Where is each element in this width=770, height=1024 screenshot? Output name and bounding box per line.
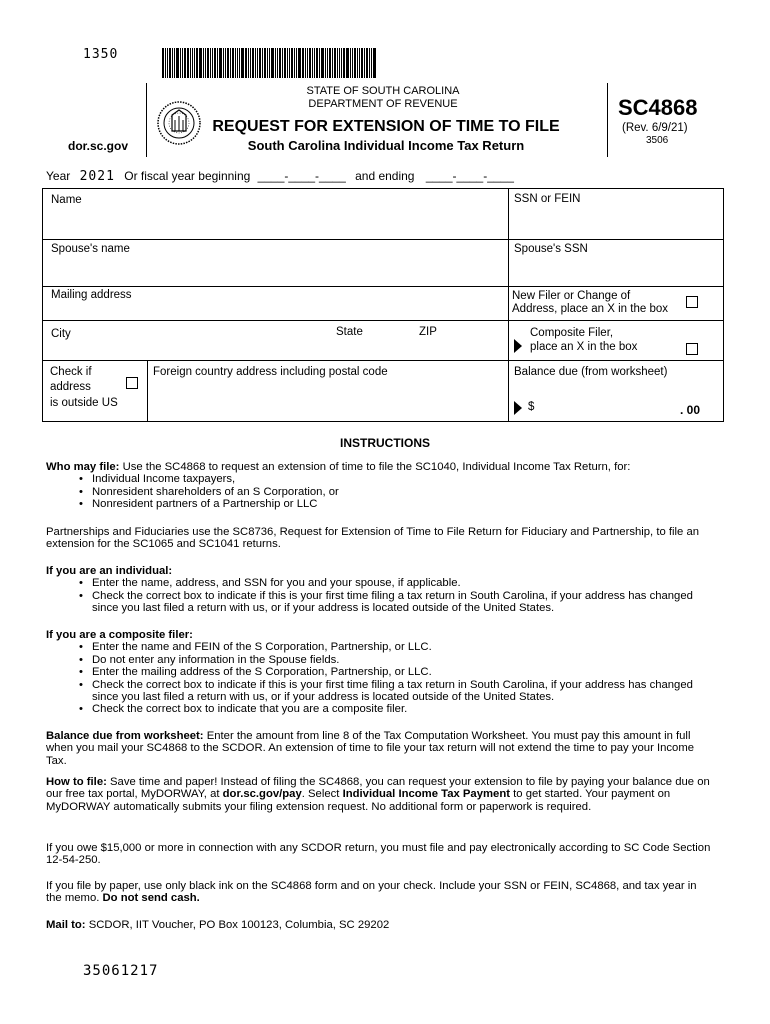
form-subtitle: South Carolina Individual Income Tax Return (247, 138, 525, 153)
barcode-bar (359, 48, 360, 78)
who-may-file-text: Use the SC4868 to request an extension of time to file the SC1040, Individual Income Tax Return, for: (122, 461, 631, 473)
name-field[interactable]: Name (51, 194, 82, 206)
city-field[interactable]: City (51, 328, 71, 340)
arrow-right-icon (514, 339, 522, 353)
who-bullet: • Nonresident partners of a Partnership or LLC (92, 498, 726, 510)
barcode-bar (245, 48, 247, 78)
balance-due-instr-text: Enter the amount from line 8 of the Tax Computation Worksheet. You must pay this amount in full when you mail your SC4868 to the SCDOR. An extension of time to file your tax return will not extend the time to pay your Income Tax. (46, 730, 695, 767)
barcode-bar (237, 48, 238, 78)
barcode-bar (325, 48, 326, 78)
row-divider-4 (42, 360, 724, 361)
form-revision: (Rev. 6/9/21) (622, 122, 688, 134)
new-filer-checkbox[interactable] (686, 296, 698, 308)
zip-field[interactable]: ZIP (419, 326, 437, 338)
mailing-address-field[interactable]: Mailing address (51, 289, 132, 301)
owe-paragraph: If you owe $15,000 or more in connection with any SCDOR return, you must file and pay electronically according to SC Code Section 12-54-250. (46, 842, 711, 867)
barcode-bar (219, 48, 222, 78)
composite-filer-checkbox[interactable] (686, 343, 698, 355)
row-divider-2 (42, 286, 724, 287)
fiscal-beginning-field[interactable]: ____-____-____ (257, 169, 346, 183)
barcode-bar (341, 48, 342, 78)
composite-bullet: • Check the correct box to indicate if this is your first time filing a tax return in South Carolina, if your address has changed since you last filed a return with us, or if your address is located outside of the United States. (92, 679, 721, 704)
composite-bullet: • Do not enter any information in the Spouse fields. (92, 654, 721, 666)
composite-bullet: • Check the correct box to indicate that you are a composite filer. (92, 703, 721, 715)
barcode-bar (192, 48, 193, 78)
and-ending-label: and ending (355, 169, 415, 183)
header-divider-right (607, 83, 608, 157)
who-may-file-label: Who may file: (46, 461, 120, 473)
barcode-bar (190, 48, 191, 78)
barcode-bar (309, 48, 311, 78)
balance-due-label: Balance due (from worksheet) (514, 366, 668, 378)
balance-due-instr-label: Balance due from worksheet: (46, 730, 204, 742)
fiscal-ending-field[interactable]: ____-____-____ (425, 169, 514, 183)
mail-to-paragraph (46, 919, 714, 931)
barcode-bar (321, 48, 324, 78)
barcode-bar (289, 48, 290, 78)
barcode-bar (230, 48, 231, 78)
barcode-bar (225, 48, 226, 78)
barcode-bar (248, 48, 249, 78)
outside-us-label-2: address (50, 381, 91, 393)
barcode-bar (172, 48, 173, 78)
form-code: 3506 (646, 135, 669, 146)
barcode-bar (223, 48, 224, 78)
barcode-bar (369, 48, 370, 78)
how-to-file-text-3: to get started. Your payment on MyDORWAY automatically submits your filing extension request. No additional form or paperwork is required. (46, 788, 671, 813)
row-divider-3 (42, 320, 724, 321)
form-number: SC4868 (618, 95, 698, 120)
outside-us-label-1: Check if (50, 366, 92, 378)
barcode-bar (343, 48, 345, 78)
bottom-form-code: 35061217 (83, 963, 159, 979)
barcode-bar (264, 48, 266, 78)
barcode-bar (279, 48, 281, 78)
barcode-bar (269, 48, 270, 78)
mail-to-address: SCDOR, IIT Voucher, PO Box 100123, Columbia, SC 29202 (88, 919, 390, 931)
how-to-file-paragraph (46, 776, 711, 813)
barcode-bar (194, 48, 195, 78)
fiscal-year-label: Or fiscal year beginning (124, 169, 251, 183)
individual-income-tax-payment: Individual Income Tax Payment (342, 788, 510, 801)
barcode-bar (312, 48, 313, 78)
year-label: Year (46, 169, 71, 183)
barcode-bar (167, 48, 168, 78)
barcode-bar (250, 48, 251, 78)
composite-bullet: • Enter the mailing address of the S Corporation, Partnership, or LLC. (92, 666, 721, 678)
barcode-bar (257, 48, 258, 78)
partnerships-paragraph: Partnerships and Fiduciaries use the SC8736, Request for Extension of Time to File Return for Fiduciary and Partnership, to file an extension for the SC1065 and SC1041 returns. (46, 526, 700, 551)
outside-us-checkbox[interactable] (126, 377, 138, 389)
website-link[interactable]: dor.sc.gov (68, 139, 129, 153)
mail-to-label: Mail to: (46, 919, 86, 931)
barcode-bar (282, 48, 283, 78)
header-divider-left (146, 83, 147, 157)
barcode-bar (214, 48, 216, 78)
barcode-bar (217, 48, 218, 78)
row-divider-1 (42, 239, 724, 240)
barcode-bar (162, 48, 164, 78)
how-to-file-text-2: . Select (301, 788, 340, 801)
barcode-bar (298, 48, 301, 78)
barcode-bar (334, 48, 336, 78)
year-value[interactable]: 2021 (79, 169, 115, 184)
barcode-bar (339, 48, 340, 78)
barcode-bar (296, 48, 297, 78)
individual-bullet: • Check the correct box to indicate if this is your first time filing a tax return in South Carolina, if your address has changed since you last filed a return with us, or if your address is located outside of the United States. (92, 590, 721, 615)
barcode-bar (354, 48, 356, 78)
barcode-bar (252, 48, 254, 78)
state-field[interactable]: State (336, 326, 363, 338)
foreign-divider (147, 360, 148, 422)
barcode-bar (205, 48, 206, 78)
who-bullet: • Nonresident shareholders of an S Corporation, or (92, 486, 726, 498)
spouse-name-field[interactable]: Spouse's name (51, 243, 130, 255)
barcode-bar (255, 48, 256, 78)
barcode-bar (373, 48, 376, 78)
instructions-heading: INSTRUCTIONS (340, 436, 430, 450)
ssn-fein-field[interactable]: SSN or FEIN (514, 193, 581, 205)
barcode-bar (212, 48, 213, 78)
arrow-right-icon (514, 401, 522, 415)
barcode-bar (294, 48, 295, 78)
balance-due-paragraph (46, 730, 714, 767)
composite-label: If you are a composite filer: (46, 629, 193, 641)
barcode-bar (262, 48, 263, 78)
year-line (46, 169, 514, 184)
barcode-bar (271, 48, 274, 78)
individual-section (46, 565, 721, 615)
individual-label: If you are an individual: (46, 565, 173, 577)
barcode-bar (241, 48, 244, 78)
barcode-bar (180, 48, 181, 78)
composite-section (46, 629, 721, 716)
pay-portal-link[interactable]: dor.sc.gov/pay (222, 788, 302, 801)
barcode-bar (307, 48, 308, 78)
dollar-sign: $ (528, 401, 535, 413)
barcode-bar (235, 48, 236, 78)
barcode-bar (291, 48, 293, 78)
barcode-bar (227, 48, 229, 78)
barcode-bar (277, 48, 278, 78)
foreign-address-field[interactable]: Foreign country address including postal code (153, 366, 388, 378)
barcode-bar (196, 48, 198, 78)
form-title: REQUEST FOR EXTENSION OF TIME TO FILE (212, 118, 560, 135)
paper-filing-paragraph (46, 880, 714, 905)
barcode-bar (207, 48, 209, 78)
barcode-bar (184, 48, 186, 78)
agency-line-2: DEPARTMENT OF REVENUE (308, 98, 458, 110)
barcode-bar (327, 48, 328, 78)
barcode-bar (203, 48, 204, 78)
barcode-bar (187, 48, 189, 78)
barcode-bar (302, 48, 304, 78)
barcode-bar (314, 48, 315, 78)
who-bullet: • Individual Income taxpayers, (92, 473, 726, 485)
barcode-bar (357, 48, 358, 78)
barcode-bar (366, 48, 368, 78)
barcode-bar (267, 48, 268, 78)
individual-bullet: • Enter the name, address, and SSN for you and your spouse, if applicable. (92, 577, 721, 589)
barcode-bar (350, 48, 351, 78)
who-may-file-section (46, 461, 726, 511)
barcode-bar (361, 48, 363, 78)
barcode-bar (210, 48, 211, 78)
how-to-file-label: How to file: (46, 776, 107, 788)
composite-bullet: • Enter the name and FEIN of the S Corporation, Partnership, or LLC. (92, 641, 721, 653)
barcode-bar (275, 48, 276, 78)
barcode-bar (199, 48, 202, 78)
barcode-bar (165, 48, 166, 78)
barcode-bar (169, 48, 171, 78)
balance-due-amount-field[interactable]: . 00 (680, 403, 701, 417)
barcode-bar (182, 48, 183, 78)
barcode-bar (239, 48, 240, 78)
new-filer-label-2: Address, place an X in the box (512, 303, 668, 315)
barcode-bar (337, 48, 338, 78)
barcode-bar (287, 48, 288, 78)
new-filer-label-1: New Filer or Change of (512, 290, 631, 302)
how-to-file-text-1: Save time and paper! Instead of filing the SC4868, you can request your extension to file by paying your balance due on our free tax portal, MyDORWAY, at (46, 776, 710, 801)
barcode-bar (259, 48, 261, 78)
barcode-bar (305, 48, 306, 78)
paper-filing-text: If you file by paper, use only black ink on the SC4868 form and on your check. Include your SSN or FEIN, SC4868, and tax year in the memo. (46, 880, 697, 905)
barcode-bar (316, 48, 318, 78)
barcode-bar (352, 48, 353, 78)
barcode-bar (364, 48, 365, 78)
state-seal-icon (156, 100, 202, 146)
no-cash-warning: Do not send cash. (102, 892, 200, 905)
barcode-bar (332, 48, 333, 78)
agency-line-1: STATE OF SOUTH CAROLINA (306, 85, 460, 97)
barcode-bar (329, 48, 331, 78)
barcode-bar (174, 48, 175, 78)
barcode-bar (371, 48, 372, 78)
spouse-ssn-field[interactable]: Spouse's SSN (514, 243, 588, 255)
composite-label-2: place an X in the box (530, 341, 638, 353)
barcode (162, 48, 380, 78)
barcode-bar (232, 48, 234, 78)
form-column-divider (508, 188, 509, 422)
barcode-bar (319, 48, 320, 78)
composite-label-1: Composite Filer, (530, 327, 614, 339)
barcode-bar (284, 48, 286, 78)
top-form-code: 1350 (83, 47, 119, 62)
barcode-bar (176, 48, 179, 78)
barcode-bar (346, 48, 349, 78)
outside-us-label-3: is outside US (50, 397, 118, 409)
